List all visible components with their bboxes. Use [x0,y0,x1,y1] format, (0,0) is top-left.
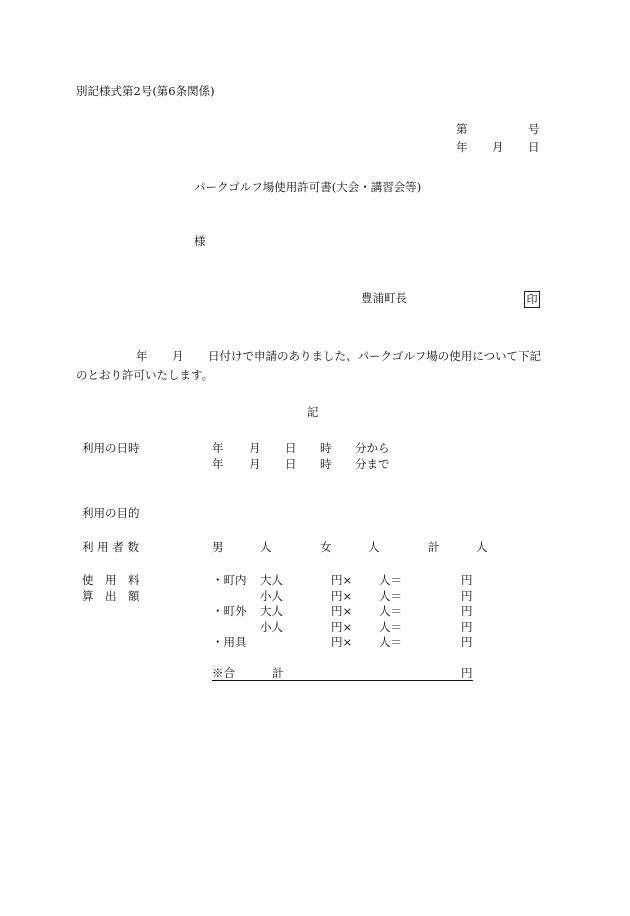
fee-row-2-type: 小人 [260,589,283,603]
issuer-name: 豊浦町長 [361,291,407,305]
from-hour: 時 [320,441,332,455]
date-month: 月 [492,140,504,154]
fee-row-4-yen: 円× [331,620,353,634]
fee-label-line2: 算 出 額 [82,589,140,603]
fee-row-5-persons: 人＝ [379,635,402,649]
body-line1: 日付けで申請のありました、パークゴルフ場の使用について下記 [208,349,542,363]
users-male: 男 [212,540,224,554]
users-label: 利 用 者 数 [82,540,139,554]
doc-number-prefix: 第 [456,122,468,136]
date-year: 年 [456,140,468,154]
fee-total-label2: 計 [272,666,284,680]
recipient-suffix: 様 [194,234,206,248]
fee-row-3-type: 大人 [260,604,283,618]
to-day: 日 [285,457,297,471]
users-male-unit: 人 [260,540,272,554]
fee-row-5-yen: 円× [331,635,353,649]
fee-label-line1: 使 用 料 [82,573,140,587]
body-line2: のとおり許可いたします。 [76,368,214,382]
seal-box: 印 [524,291,540,308]
to-year: 年 [212,457,224,471]
fee-row-2-persons: 人＝ [379,589,402,603]
body-year: 年 [136,349,148,363]
to-minute: 分まで [355,457,390,471]
fee-row-4-result: 円 [461,620,473,634]
users-female: 女 [320,540,332,554]
form-reference: 別記様式第2号(第6条関係) [76,84,215,98]
from-day: 日 [285,441,297,455]
fee-row-1-persons: 人＝ [379,573,402,587]
fee-row-2-result: 円 [461,589,473,603]
fee-row-3-result: 円 [461,604,473,618]
doc-number-suffix: 号 [528,122,540,136]
fee-row-1-bullet: ・町内 [212,573,247,587]
fee-row-4-persons: 人＝ [379,620,402,634]
fee-row-1-result: 円 [461,573,473,587]
fee-total-label: ※合 [212,666,235,680]
date-day: 日 [528,140,540,154]
fee-row-3-yen: 円× [331,604,353,618]
purpose-label: 利用の目的 [82,506,140,520]
users-total: 計 [428,540,440,554]
fee-row-1-type: 大人 [260,573,283,587]
fee-row-4-type: 小人 [260,620,283,634]
to-month: 月 [249,457,261,471]
fee-total-underline [212,680,473,681]
users-total-unit: 人 [476,540,488,554]
fee-row-5-result: 円 [461,635,473,649]
document-title: パークゴルフ場使用許可書(大会・講習会等) [194,180,422,194]
body-month: 月 [172,349,184,363]
ki-heading: 記 [307,405,319,419]
from-year: 年 [212,441,224,455]
fee-row-1-yen: 円× [331,573,353,587]
fee-row-3-bullet: ・町外 [212,604,247,618]
fee-row-2-yen: 円× [331,589,353,603]
users-female-unit: 人 [368,540,380,554]
usage-datetime-label: 利用の日時 [82,441,140,455]
fee-total-unit: 円 [461,666,473,680]
fee-row-3-persons: 人＝ [379,604,402,618]
from-minute: 分から [355,441,390,455]
fee-row-5-bullet: ・用具 [212,635,247,649]
to-hour: 時 [320,457,332,471]
from-month: 月 [249,441,261,455]
